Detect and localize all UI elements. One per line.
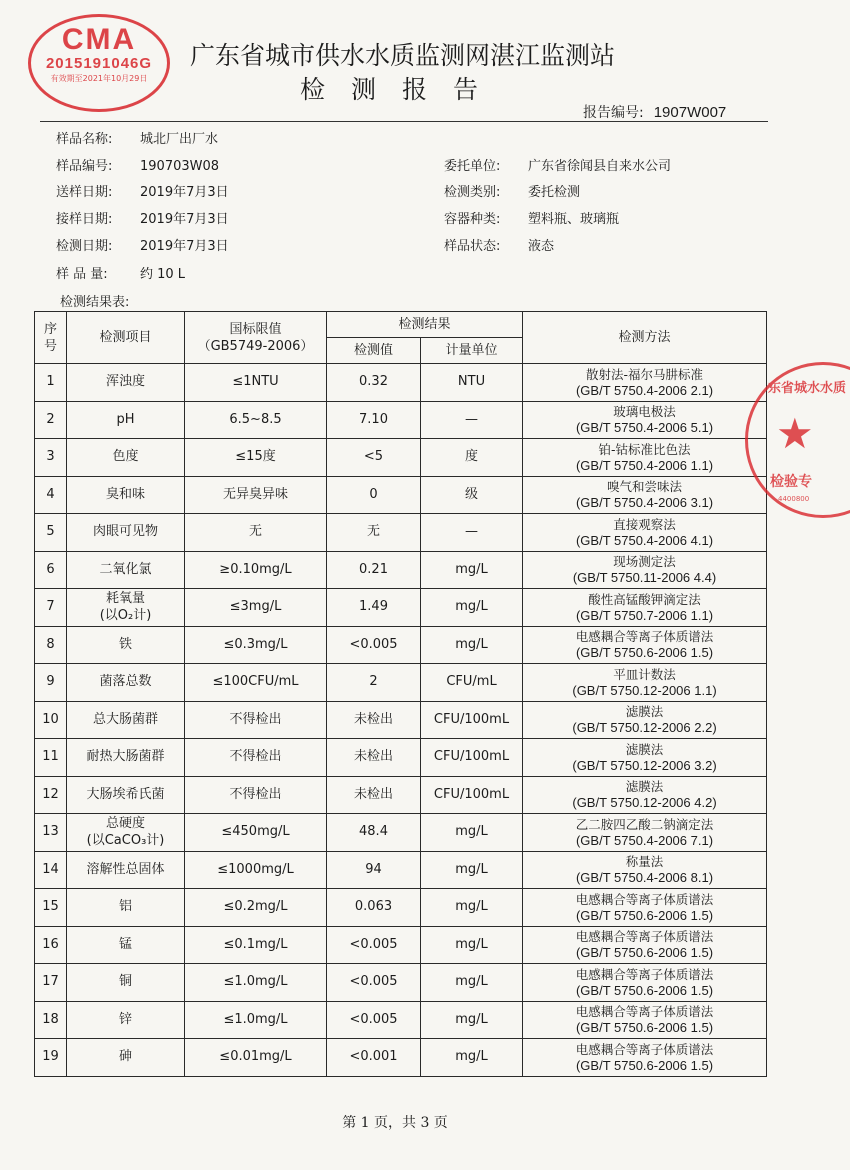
- row-unit: mg/L: [421, 1001, 523, 1039]
- header-method: 检测方法: [523, 312, 767, 364]
- method-standard: (GB/T 5750.11-2006 4.4): [572, 570, 717, 586]
- sample-code-row: [56, 155, 219, 174]
- row-limit: ≤3mg/L: [185, 589, 327, 627]
- row-value: 未检出: [327, 776, 421, 814]
- row-method: [523, 851, 767, 889]
- table-row: [35, 626, 767, 664]
- row-limit: 无异臭异味: [185, 476, 327, 514]
- row-method: [523, 476, 767, 514]
- table-row: [35, 1039, 767, 1077]
- row-item-basis: (以O₂计): [99, 608, 152, 624]
- row-item: 耐热大肠菌群: [67, 739, 185, 777]
- container-row: [444, 208, 619, 227]
- method-name: 平皿计数法: [613, 666, 676, 682]
- header-limit: 国标限值 （GB5749-2006）: [185, 312, 327, 364]
- row-seq: 10: [35, 701, 67, 739]
- table-row: [35, 851, 767, 889]
- row-method: [523, 814, 767, 852]
- sample-code-value: 190703W08: [140, 159, 220, 174]
- container-label: 容器种类:: [444, 212, 501, 227]
- row-unit: 级: [421, 476, 523, 514]
- row-value: <5: [327, 439, 421, 477]
- method-standard: (GB/T 5750.6-2006 1.5): [575, 1020, 714, 1036]
- sample-name-label: 样品名称:: [56, 132, 113, 147]
- client-value: 广东省徐闻县自来水公司: [528, 159, 672, 174]
- row-seq: 2: [35, 401, 67, 439]
- header-unit: 计量单位: [421, 338, 523, 364]
- row-method: [523, 1039, 767, 1077]
- method-standard: (GB/T 5750.4-2006 2.1): [575, 382, 714, 398]
- row-seq: 7: [35, 589, 67, 627]
- row-value: <0.005: [327, 926, 421, 964]
- table-row: [35, 401, 767, 439]
- method-name: 玻璃电极法: [613, 404, 676, 420]
- row-seq: 14: [35, 851, 67, 889]
- method-standard: (GB/T 5750.4-2006 8.1): [575, 870, 714, 886]
- row-seq: 16: [35, 926, 67, 964]
- row-method: [523, 626, 767, 664]
- sent-date-row: [56, 181, 229, 200]
- table-row: [35, 551, 767, 589]
- row-unit: 度: [421, 439, 523, 477]
- row-limit: ≤1NTU: [185, 364, 327, 402]
- sent-date-value: 2019年7月3日: [140, 185, 229, 200]
- method-name: 滤膜法: [625, 704, 664, 720]
- row-item: 砷: [67, 1039, 185, 1077]
- row-limit: 不得检出: [185, 739, 327, 777]
- sample-name-row: [56, 128, 218, 147]
- method-name: 散射法-福尔马肼标准: [586, 366, 704, 382]
- row-unit: mg/L: [421, 1039, 523, 1077]
- row-limit: 不得检出: [185, 776, 327, 814]
- row-method: [523, 551, 767, 589]
- table-row: [35, 664, 767, 702]
- method-standard: (GB/T 5750.6-2006 1.5): [575, 907, 714, 923]
- row-unit: NTU: [421, 364, 523, 402]
- row-limit: ≤0.2mg/L: [185, 889, 327, 927]
- row-method: [523, 401, 767, 439]
- row-unit: —: [421, 514, 523, 552]
- seal-code: 4400800: [778, 495, 810, 503]
- row-value: 无: [327, 514, 421, 552]
- method-name: 称量法: [625, 854, 664, 870]
- row-unit: mg/L: [421, 551, 523, 589]
- sample-state-row: [444, 235, 554, 254]
- table-row: [35, 1001, 767, 1039]
- row-unit: mg/L: [421, 889, 523, 927]
- results-table: [34, 311, 767, 1077]
- row-seq: 12: [35, 776, 67, 814]
- method-standard: (GB/T 5750.12-2006 1.1): [572, 682, 717, 698]
- header-divider: [40, 121, 768, 122]
- table-row: [35, 476, 767, 514]
- method-name: 直接观察法: [613, 516, 676, 532]
- method-standard: (GB/T 5750.12-2006 2.2): [572, 720, 717, 736]
- results-body: [35, 364, 767, 1077]
- row-value: 1.49: [327, 589, 421, 627]
- method-name: 现场测定法: [613, 554, 676, 570]
- test-date-row: [56, 235, 229, 254]
- cma-logo: CMA: [61, 23, 137, 56]
- test-type-row: [444, 181, 580, 200]
- test-date-label: 检测日期:: [56, 239, 113, 254]
- row-method: [523, 364, 767, 402]
- row-seq: 18: [35, 1001, 67, 1039]
- seal-top-text: 东省城水水质: [768, 381, 847, 396]
- row-limit: ≤0.1mg/L: [185, 926, 327, 964]
- sample-qty-label: 样 品 量:: [56, 267, 108, 282]
- row-item: 浑浊度: [67, 364, 185, 402]
- row-limit: ≥0.10mg/L: [185, 551, 327, 589]
- row-item: [67, 589, 185, 627]
- row-seq: 6: [35, 551, 67, 589]
- row-value: 48.4: [327, 814, 421, 852]
- row-seq: 9: [35, 664, 67, 702]
- row-method: [523, 589, 767, 627]
- row-seq: 11: [35, 739, 67, 777]
- row-unit: mg/L: [421, 626, 523, 664]
- row-limit: ≤0.01mg/L: [185, 1039, 327, 1077]
- row-seq: 13: [35, 814, 67, 852]
- row-seq: 1: [35, 364, 67, 402]
- row-unit: CFU/100mL: [421, 776, 523, 814]
- row-unit: CFU/100mL: [421, 701, 523, 739]
- row-limit: ≤450mg/L: [185, 814, 327, 852]
- row-unit: mg/L: [421, 851, 523, 889]
- row-limit: 6.5~8.5: [185, 401, 327, 439]
- sample-code-label: 样品编号:: [56, 159, 113, 174]
- row-seq: 4: [35, 476, 67, 514]
- test-type-label: 检测类别:: [444, 185, 501, 200]
- row-item: 臭和味: [67, 476, 185, 514]
- row-unit: CFU/100mL: [421, 739, 523, 777]
- row-method: [523, 701, 767, 739]
- recv-date-value: 2019年7月3日: [140, 212, 229, 227]
- row-limit: ≤15度: [185, 439, 327, 477]
- row-value: <0.001: [327, 1039, 421, 1077]
- star-icon: ★: [776, 409, 814, 458]
- row-unit: mg/L: [421, 589, 523, 627]
- row-limit: 无: [185, 514, 327, 552]
- report-number-value: 1907W007: [653, 104, 727, 121]
- row-seq: 3: [35, 439, 67, 477]
- row-method: [523, 889, 767, 927]
- table-row: [35, 514, 767, 552]
- row-value: 2: [327, 664, 421, 702]
- table-row: [35, 589, 767, 627]
- row-item: 锰: [67, 926, 185, 964]
- test-date-value: 2019年7月3日: [140, 239, 229, 254]
- table-row: [35, 926, 767, 964]
- header-item: 检测项目: [67, 312, 185, 364]
- row-limit: ≤1.0mg/L: [185, 964, 327, 1002]
- row-value: 0: [327, 476, 421, 514]
- method-name: 电感耦合等离子体质谱法: [575, 629, 714, 645]
- row-method: [523, 514, 767, 552]
- row-seq: 5: [35, 514, 67, 552]
- sample-name-value: 城北厂出厂水: [140, 132, 219, 147]
- method-name: 电感耦合等离子体质谱法: [575, 891, 714, 907]
- container-value: 塑料瓶、玻璃瓶: [528, 212, 620, 227]
- row-value: 0.21: [327, 551, 421, 589]
- row-item: 色度: [67, 439, 185, 477]
- method-standard: (GB/T 5750.4-2006 3.1): [575, 495, 714, 511]
- table-row: [35, 889, 767, 927]
- sample-state-label: 样品状态:: [444, 239, 501, 254]
- method-name: 滤膜法: [625, 779, 664, 795]
- method-standard: (GB/T 5750.6-2006 1.5): [575, 1057, 714, 1073]
- client-label: 委托单位:: [444, 159, 501, 174]
- method-name: 乙二胺四乙酸二钠滴定法: [575, 816, 714, 832]
- method-name: 电感耦合等离子体质谱法: [575, 966, 714, 982]
- row-value: <0.005: [327, 1001, 421, 1039]
- seal-bottom-text: 检验专: [770, 474, 812, 490]
- row-value: 0.063: [327, 889, 421, 927]
- row-unit: —: [421, 401, 523, 439]
- method-name: 电感耦合等离子体质谱法: [575, 1004, 714, 1020]
- row-unit: CFU/mL: [421, 664, 523, 702]
- method-name: 嗅气和尝味法: [607, 479, 683, 495]
- row-value: 未检出: [327, 739, 421, 777]
- client-row: [444, 155, 671, 174]
- row-value: <0.005: [327, 964, 421, 1002]
- cma-stamp: [28, 14, 170, 112]
- test-type-value: 委托检测: [528, 185, 581, 200]
- row-limit: ≤0.3mg/L: [185, 626, 327, 664]
- report-number-label: 报告编号:: [583, 105, 644, 121]
- row-item-name: 总硬度: [105, 816, 145, 832]
- table-row: [35, 701, 767, 739]
- cma-number: 2015191046G: [45, 55, 153, 72]
- method-standard: (GB/T 5750.4-2006 1.1): [575, 457, 714, 473]
- recv-date-label: 接样日期:: [56, 212, 113, 227]
- sample-qty-row: [56, 263, 185, 282]
- method-standard: (GB/T 5750.4-2006 5.1): [575, 420, 714, 436]
- table-row: [35, 364, 767, 402]
- row-value: 94: [327, 851, 421, 889]
- header-result-group: 检测结果: [327, 312, 523, 338]
- row-value: <0.005: [327, 626, 421, 664]
- row-item: 铜: [67, 964, 185, 1002]
- table-row: [35, 439, 767, 477]
- report-number: [583, 102, 726, 122]
- table-row: [35, 776, 767, 814]
- row-seq: 17: [35, 964, 67, 1002]
- method-standard: (GB/T 5750.7-2006 1.1): [575, 607, 714, 623]
- row-method: [523, 664, 767, 702]
- method-name: 铂-钴标准比色法: [598, 441, 691, 457]
- method-standard: (GB/T 5750.4-2006 4.1): [575, 532, 714, 548]
- page-footer: 第 1 页，共 3 页: [342, 1115, 448, 1131]
- row-limit: 不得检出: [185, 701, 327, 739]
- row-item: 大肠埃希氏菌: [67, 776, 185, 814]
- table-row: [35, 964, 767, 1002]
- sent-date-label: 送样日期:: [56, 185, 113, 200]
- row-limit: ≤1.0mg/L: [185, 1001, 327, 1039]
- row-item: 总大肠菌群: [67, 701, 185, 739]
- doc-title: 检测报告: [300, 75, 505, 104]
- method-standard: (GB/T 5750.6-2006 1.5): [575, 982, 714, 998]
- header-value: 检测值: [327, 338, 421, 364]
- row-item: 溶解性总固体: [67, 851, 185, 889]
- sample-qty-value: 约 10 L: [140, 267, 186, 282]
- method-standard: (GB/T 5750.4-2006 7.1): [575, 832, 714, 848]
- row-method: [523, 1001, 767, 1039]
- row-method: [523, 964, 767, 1002]
- row-seq: 8: [35, 626, 67, 664]
- row-item-name: 耗氧量: [105, 591, 145, 607]
- row-unit: mg/L: [421, 964, 523, 1002]
- row-method: [523, 439, 767, 477]
- cma-validity: 有效期至2021年10月29日: [50, 74, 148, 83]
- table-row: [35, 739, 767, 777]
- row-method: [523, 926, 767, 964]
- row-item: 二氧化氯: [67, 551, 185, 589]
- table-row: [35, 814, 767, 852]
- row-item: 铝: [67, 889, 185, 927]
- row-unit: mg/L: [421, 814, 523, 852]
- row-item: 菌落总数: [67, 664, 185, 702]
- org-title: 广东省城市供水水质监测网湛江监测站: [190, 41, 616, 70]
- method-standard: (GB/T 5750.12-2006 4.2): [572, 795, 717, 811]
- row-item: 锌: [67, 1001, 185, 1039]
- method-name: 酸性高锰酸钾滴定法: [588, 591, 701, 607]
- row-seq: 19: [35, 1039, 67, 1077]
- recv-date-row: [56, 208, 229, 227]
- row-item: pH: [67, 401, 185, 439]
- row-value: 未检出: [327, 701, 421, 739]
- method-name: 滤膜法: [625, 741, 664, 757]
- method-standard: (GB/T 5750.6-2006 1.5): [575, 645, 714, 661]
- header-seq: 序 号: [35, 312, 67, 364]
- row-item: 肉眼可见物: [67, 514, 185, 552]
- method-name: 电感耦合等离子体质谱法: [575, 929, 714, 945]
- results-caption: 检测结果表:: [60, 295, 130, 310]
- row-method: [523, 739, 767, 777]
- row-unit: mg/L: [421, 926, 523, 964]
- row-value: 7.10: [327, 401, 421, 439]
- row-item: 铁: [67, 626, 185, 664]
- row-seq: 15: [35, 889, 67, 927]
- method-name: 电感耦合等离子体质谱法: [575, 1041, 714, 1057]
- method-standard: (GB/T 5750.12-2006 3.2): [572, 757, 717, 773]
- row-item: [67, 814, 185, 852]
- row-value: 0.32: [327, 364, 421, 402]
- row-limit: ≤1000mg/L: [185, 851, 327, 889]
- row-method: [523, 776, 767, 814]
- method-standard: (GB/T 5750.6-2006 1.5): [575, 945, 714, 961]
- row-limit: ≤100CFU/mL: [185, 664, 327, 702]
- row-item-basis: (以CaCO₃计): [86, 833, 165, 849]
- sample-state-value: 液态: [528, 239, 555, 254]
